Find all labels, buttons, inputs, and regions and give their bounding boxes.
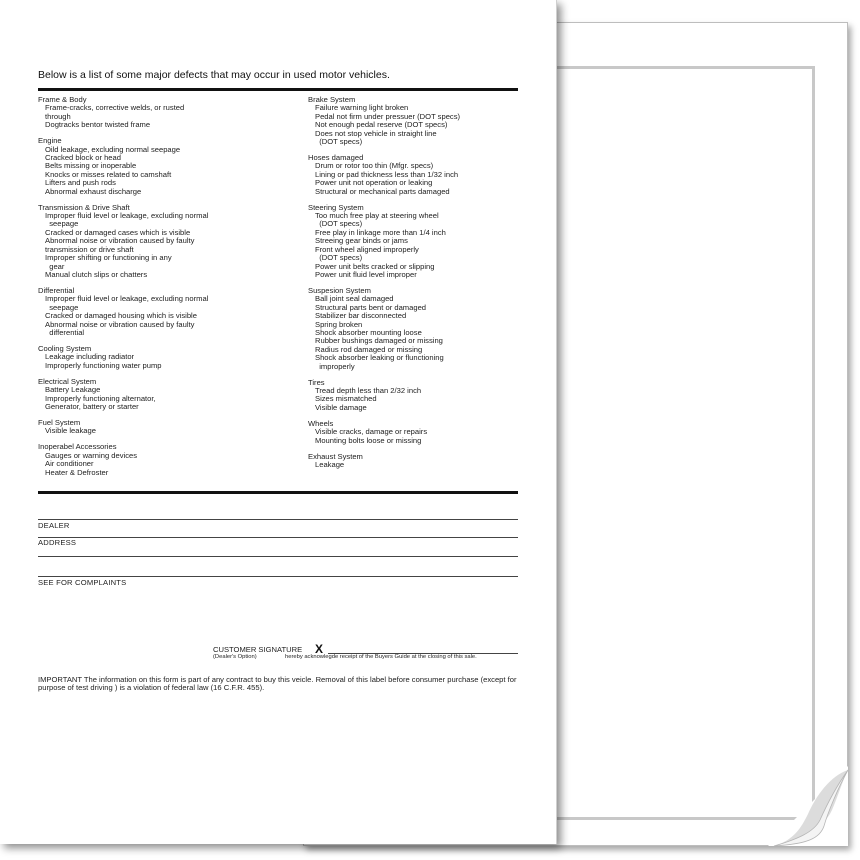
defect-item: Cracked or damaged cases which is visible <box>45 227 191 237</box>
defect-section <box>38 287 298 337</box>
defect-section-title: Electrical System <box>38 376 97 386</box>
defect-section-title: Hoses damaged <box>308 153 364 163</box>
defect-item: Structural parts bent or damaged <box>315 302 427 312</box>
defect-item: Frame-cracks, corrective welds, or rusted <box>45 103 185 113</box>
defect-item: Improper shifting or functioning in any <box>45 253 172 263</box>
defects-right-column <box>308 96 528 477</box>
defect-section <box>38 137 298 196</box>
address-line-2[interactable] <box>38 576 518 577</box>
defect-section <box>308 379 528 413</box>
defect-item: Belts missing or inoperable <box>45 161 137 171</box>
defect-item: gear <box>45 261 65 271</box>
defect-section-title: Wheels <box>308 418 334 428</box>
defect-item: Cracked or damaged housing which is visible <box>45 311 197 321</box>
defect-section-title: Steering System <box>308 202 364 212</box>
defect-item: (DOT specs) <box>315 137 363 147</box>
defect-item: Abnormal noise or vibration caused by faulty <box>45 236 195 246</box>
defect-item: differential <box>45 327 85 337</box>
defect-section-title: Fuel System <box>38 417 81 427</box>
page-heading: Below is a list of some major defects that may occur in used motor vehicles. <box>38 69 390 81</box>
defect-item: Visible damage <box>315 402 367 412</box>
defect-item: Stabilizer bar disconnected <box>315 311 407 321</box>
defect-item: Structural or mechanical parts damaged <box>315 186 450 196</box>
defect-section <box>38 96 298 130</box>
defect-item: Improperly functioning water pump <box>45 360 162 370</box>
defect-section-title: Exhaust System <box>308 451 363 461</box>
defect-item: Power unit fluid level improper <box>315 269 417 279</box>
defect-item: seepage <box>45 219 79 229</box>
address-line-1[interactable] <box>38 556 518 557</box>
defect-section-title: Inoperabel Accessories <box>38 442 117 452</box>
defects-left-column <box>38 96 298 485</box>
defect-section <box>38 443 298 477</box>
defect-item: Knocks or misses related to camshaft <box>45 169 172 179</box>
defect-item: Dogtracks bentor twisted frame <box>45 120 151 130</box>
defect-item: Lining or pad thickness less than 1/32 inch <box>315 169 459 179</box>
defect-item: Does not stop vehicle in straight line <box>315 128 437 138</box>
top-rule <box>38 88 518 91</box>
defect-item: Streeing gear binds or jams <box>315 236 408 246</box>
defect-item: Power unit belts cracked or slipping <box>315 261 435 271</box>
defect-section <box>308 154 528 196</box>
defect-item: Cracked block or head <box>45 153 121 163</box>
defect-item: Tread depth less than 2/32 inch <box>315 385 422 395</box>
defect-item: Abnormal exhaust discharge <box>45 186 142 196</box>
defect-section <box>308 96 528 146</box>
bottom-rule <box>38 491 518 494</box>
defect-item: Manual clutch slips or chatters <box>45 269 148 279</box>
defect-item: seepage <box>45 302 79 312</box>
defect-item: Lifters and push rods <box>45 178 116 188</box>
defect-section <box>38 419 298 436</box>
defect-section-title: Brake System <box>308 95 356 104</box>
defect-section <box>38 378 298 412</box>
defect-section-title: Suspesion System <box>308 285 371 295</box>
defect-item: improperly <box>315 361 355 371</box>
defect-item: (DOT specs) <box>315 219 363 229</box>
defect-item: Free play in linkage more than 1/4 inch <box>315 227 446 237</box>
defect-section <box>308 204 528 280</box>
defect-section <box>308 287 528 371</box>
defect-item: Front wheel aligned improperly <box>315 244 419 254</box>
defect-item: Improper fluid level or leakage, excluding normal <box>45 294 209 304</box>
defect-item: Abnormal noise or vibration caused by faulty <box>45 319 195 329</box>
defect-section <box>38 204 298 280</box>
defect-item: Radius rod damaged or missing <box>315 344 423 354</box>
defect-item: Improperly functioning alternator, <box>45 393 156 403</box>
defect-item: Heater & Defroster <box>45 467 109 477</box>
defect-item: Improper fluid level or leakage, excluding normal <box>45 211 209 221</box>
complaints-label: SEE FOR COMPLAINTS <box>38 578 127 587</box>
defect-item: Ball joint seal damaged <box>315 294 394 304</box>
defect-item: Sizes mismatched <box>315 394 377 404</box>
defect-section <box>308 420 528 445</box>
defect-section-title: Tires <box>308 377 325 387</box>
defect-item: Spring broken <box>315 319 363 329</box>
defect-item: Rubber bushings damaged or missing <box>315 336 443 346</box>
defect-item: Leakage including radiator <box>45 352 135 362</box>
defect-item: Power unit not operation or leaking <box>315 178 433 188</box>
defect-section <box>38 345 298 370</box>
dealer-line-top <box>38 519 518 520</box>
defect-item: Air conditioner <box>45 459 94 469</box>
important-notice: IMPORTANT The information on this form is part of any contract to buy this veicle. Removal of this label before consumer purchase (except for purpose of test driving ) is a violation of federal law (16 C.F.R. 455). <box>38 675 517 693</box>
defect-section-title: Engine <box>38 136 62 146</box>
acknowledge-note: hereby acknowlegde receipt of the Buyers Guide at the closing of this sale. <box>285 654 477 660</box>
address-label: ADDRESS <box>38 538 77 547</box>
defect-item: Battery Leakage <box>45 385 101 395</box>
defect-section-title: Cooling System <box>38 343 92 353</box>
dealer-label: DEALER <box>38 521 70 530</box>
defect-item: transmission or drive shaft <box>45 244 134 254</box>
page-curl-icon <box>768 766 848 846</box>
defect-item: Shock absorber mounting loose <box>315 327 422 337</box>
defect-item: (DOT specs) <box>315 253 363 263</box>
defect-item: Mounting bolts loose or missing <box>315 435 422 445</box>
dealer-line[interactable] <box>38 537 518 538</box>
defect-item: Visible cracks, damage or repairs <box>315 427 428 437</box>
defect-item: through <box>45 111 71 121</box>
signature-label: CUSTOMER SIGNATURE <box>213 645 303 654</box>
defect-item: Generator, battery or starter <box>45 401 139 411</box>
defect-item: Gauges or warning devices <box>45 450 138 460</box>
dealers-option-note: (Dealer's Option) <box>213 654 257 660</box>
defect-item: Pedal not firm under pressuer (DOT specs) <box>315 111 461 121</box>
defect-item: Shock absorber leaking or flunctioning <box>315 353 444 363</box>
defect-section-title: Differential <box>38 285 75 295</box>
defect-item: Failure warning light broken <box>315 103 409 113</box>
defect-section-title: Transmission & Drive Shaft <box>38 202 130 212</box>
signature-mark: X <box>315 642 324 656</box>
defect-section-title: Frame & Body <box>38 95 87 104</box>
defect-section <box>308 453 528 470</box>
defect-item: Leakage <box>315 460 345 469</box>
defect-item: Too much free play at steering wheel <box>315 211 439 221</box>
defect-item: Oild leakage, excluding normal seepage <box>45 144 181 154</box>
defect-item: Drum or rotor too thin (Mfgr. specs) <box>315 161 434 171</box>
defect-item: Visible leakage <box>45 426 96 436</box>
defect-item: Not enough pedal reserve (DOT specs) <box>315 120 448 130</box>
